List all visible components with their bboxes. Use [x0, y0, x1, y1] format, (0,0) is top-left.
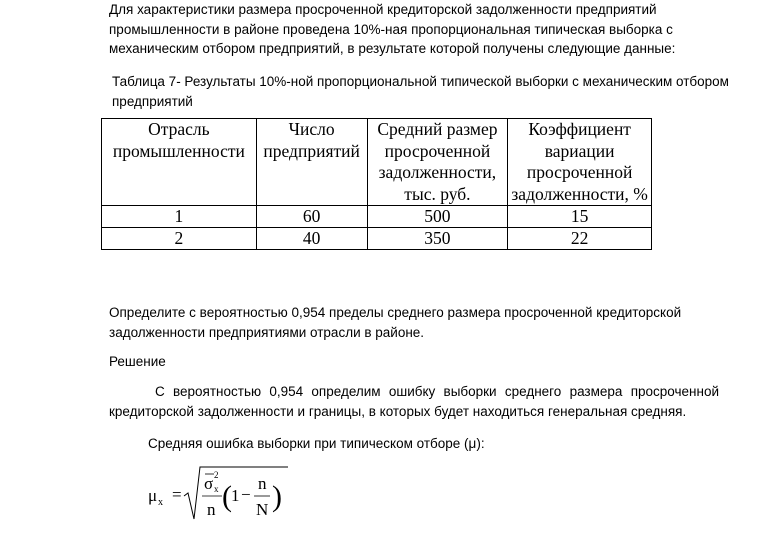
- header-avg-debt: Средний размер просроченной задолженности, тыс. руб.: [367, 119, 508, 206]
- formula-equals: =: [172, 485, 182, 504]
- formula-lparen: (: [222, 480, 232, 513]
- task-paragraph: Определите с вероятностью 0,954 пределы среднего размера просроченной кредиторской задолженности предприятиями отрасли в районе.: [109, 305, 682, 340]
- intro-paragraph: Для характеристики размера просроченной кредиторской задолженности предприятий промышленности в районе проведена 10%-ная пропорциональная типическая выборка с механическим отбором предприятий, в результате которой получены следующие данные:: [109, 2, 676, 56]
- solution-heading: Решение: [109, 354, 166, 369]
- table-cell: 15: [508, 206, 652, 228]
- formula-n2: n: [258, 474, 267, 493]
- header-variation: Коэффициент вариации просроченной задолженности, %: [508, 119, 652, 206]
- table-cell: 22: [508, 228, 652, 250]
- formula-minus: −: [241, 485, 251, 504]
- header-industry: Отрасль промышленности: [102, 119, 257, 206]
- table-cell: 60: [256, 206, 367, 228]
- formula-sigma-sub: x: [214, 484, 219, 494]
- formula-rparen: ): [272, 480, 282, 513]
- formula-n: n: [207, 500, 216, 519]
- header-count: Число предприятий: [256, 119, 367, 206]
- table-cell: 40: [256, 228, 367, 250]
- formula-sigma-sup: 2: [214, 470, 219, 480]
- mean-error-paragraph: Средняя ошибка выборки при типическом отборе (μ):: [148, 436, 485, 451]
- formula-sigma: σ: [204, 474, 214, 493]
- mean-error-formula: [148, 463, 308, 523]
- data-table: [101, 118, 652, 250]
- table-cell: 1: [102, 206, 257, 228]
- formula-N: N: [256, 500, 269, 519]
- table-cell: 500: [367, 206, 508, 228]
- table-cell: 350: [367, 228, 508, 250]
- solution-paragraph: [109, 382, 719, 421]
- formula-one: 1: [231, 486, 240, 505]
- table-cell: 2: [102, 228, 257, 250]
- table-row: [102, 206, 652, 228]
- table-row: [102, 228, 652, 250]
- table-header-row: [102, 119, 652, 206]
- formula-mu-sub: x: [158, 497, 163, 508]
- solution-text: С вероятностью 0,954 определим ошибку выборки среднего размера просроченной кредиторской задолженности и границы, в которых будет находиться генеральная средняя.: [109, 384, 719, 419]
- table-caption: Таблица 7- Результаты 10%-ной пропорциональной типической выборки с механическим отбором предприятий: [112, 74, 729, 109]
- formula-mu: μ: [148, 486, 158, 505]
